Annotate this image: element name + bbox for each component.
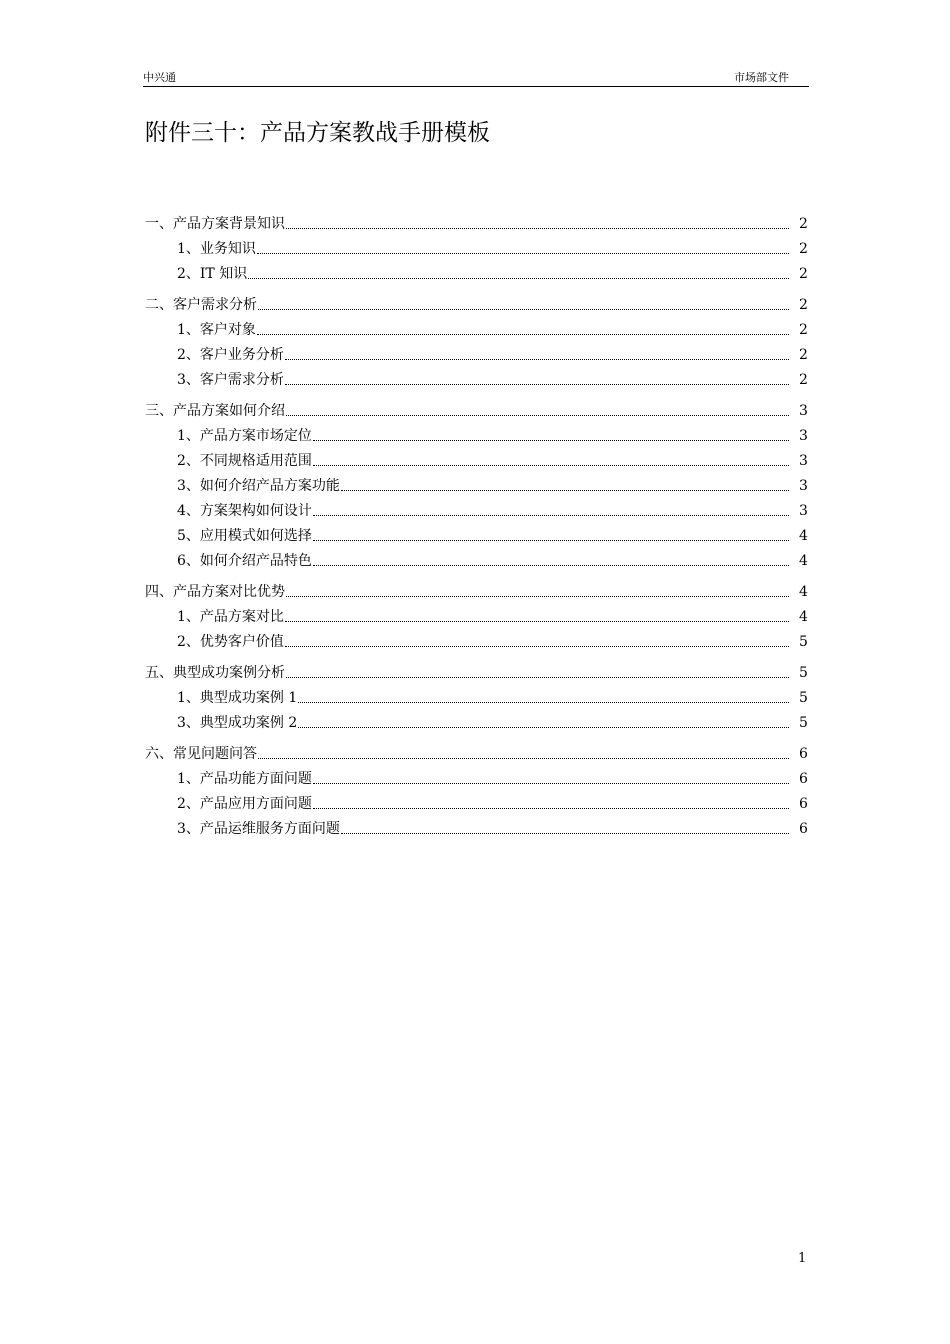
toc-entry-page: 6 [799, 746, 808, 762]
toc-entry-label: 2、IT 知识 [177, 266, 248, 282]
toc-dot-leader [313, 539, 789, 541]
toc-entry-label: 1、客户对象 [177, 322, 256, 338]
toc-dot-leader [285, 620, 789, 622]
toc-entry-page: 4 [799, 553, 808, 569]
toc-dot-leader [257, 333, 789, 335]
toc-subsection-entry[interactable] [145, 813, 807, 838]
toc-entry-label: 1、典型成功案例 1 [177, 690, 298, 706]
toc-section-entry[interactable] [145, 289, 807, 314]
toc-entry-page: 3 [799, 453, 808, 469]
toc-entry-page: 2 [799, 216, 808, 232]
toc-subsection-entry[interactable] [145, 314, 807, 339]
toc-entry-label: 5、应用模式如何选择 [177, 528, 312, 544]
toc-entry-label: 四、产品方案对比优势 [145, 584, 285, 600]
toc-entry-page: 2 [799, 297, 808, 313]
toc-entry-page: 2 [799, 241, 808, 257]
toc-dot-leader [313, 464, 789, 466]
toc-entry-page: 3 [799, 503, 808, 519]
toc-entry-page: 3 [799, 403, 808, 419]
toc-dot-leader [285, 383, 789, 385]
toc-entry-page: 5 [799, 690, 808, 706]
toc-entry-label: 2、产品应用方面问题 [177, 796, 312, 812]
toc-entry-page: 2 [799, 322, 808, 338]
toc-dot-leader [286, 414, 789, 416]
toc-entry-label: 1、产品方案对比 [177, 609, 284, 625]
toc-subsection-entry[interactable] [145, 707, 807, 732]
toc-entry-label: 六、常见问题问答 [145, 746, 257, 762]
toc-dot-leader [248, 277, 789, 279]
toc-dot-leader [341, 832, 789, 834]
toc-dot-leader [313, 439, 789, 441]
toc-entry-page: 2 [799, 266, 808, 282]
toc-entry-page: 3 [799, 428, 808, 444]
toc-entry-page: 5 [799, 715, 808, 731]
toc-subsection-entry[interactable] [145, 420, 807, 445]
toc-entry-label: 三、产品方案如何介绍 [145, 403, 285, 419]
toc-dot-leader [313, 564, 789, 566]
toc-entry-label: 五、典型成功案例分析 [145, 665, 285, 681]
toc-entry-label: 3、客户需求分析 [177, 372, 284, 388]
toc-subsection-entry[interactable] [145, 339, 807, 364]
page-number: 1 [798, 1251, 807, 1266]
toc-dot-leader [298, 701, 789, 703]
toc-subsection-entry[interactable] [145, 601, 807, 626]
toc-dot-leader [285, 645, 789, 647]
toc-entry-label: 1、业务知识 [177, 241, 256, 257]
toc-entry-label: 2、不同规格适用范围 [177, 453, 312, 469]
toc-entry-page: 2 [799, 347, 808, 363]
toc-section-entry[interactable] [145, 657, 807, 682]
toc-entry-label: 1、产品方案市场定位 [177, 428, 312, 444]
toc-dot-leader [341, 489, 789, 491]
toc-dot-leader [286, 227, 789, 229]
toc-entry-label: 6、如何介绍产品特色 [177, 553, 312, 569]
toc-section-entry[interactable] [145, 208, 807, 233]
toc-dot-leader [286, 595, 789, 597]
toc-entry-label: 2、客户业务分析 [177, 347, 284, 363]
table-of-contents [145, 208, 807, 838]
toc-subsection-entry[interactable] [145, 545, 807, 570]
toc-dot-leader [313, 782, 789, 784]
toc-subsection-entry[interactable] [145, 682, 807, 707]
toc-subsection-entry[interactable] [145, 763, 807, 788]
toc-subsection-entry[interactable] [145, 520, 807, 545]
toc-entry-page: 2 [799, 372, 808, 388]
toc-subsection-entry[interactable] [145, 364, 807, 389]
toc-section-entry[interactable] [145, 576, 807, 601]
toc-entry-label: 3、产品运维服务方面问题 [177, 821, 340, 837]
toc-subsection-entry[interactable] [145, 233, 807, 258]
toc-subsection-entry[interactable] [145, 258, 807, 283]
toc-entry-page: 5 [799, 634, 808, 650]
toc-entry-page: 6 [799, 796, 808, 812]
toc-entry-label: 一、产品方案背景知识 [145, 216, 285, 232]
toc-entry-label: 二、客户需求分析 [145, 297, 257, 313]
toc-entry-label: 4、方案架构如何设计 [177, 503, 312, 519]
header-department: 市场部文件 [734, 71, 789, 84]
toc-dot-leader [285, 358, 789, 360]
toc-dot-leader [286, 676, 789, 678]
toc-dot-leader [313, 807, 789, 809]
toc-entry-label: 3、典型成功案例 2 [177, 715, 298, 731]
toc-entry-page: 5 [799, 665, 808, 681]
toc-dot-leader [257, 252, 789, 254]
toc-dot-leader [258, 308, 789, 310]
toc-entry-page: 6 [799, 821, 808, 837]
toc-entry-page: 4 [799, 609, 808, 625]
toc-entry-page: 3 [799, 478, 808, 494]
toc-entry-page: 4 [799, 528, 808, 544]
toc-subsection-entry[interactable] [145, 788, 807, 813]
toc-entry-page: 6 [799, 771, 808, 787]
toc-subsection-entry[interactable] [145, 626, 807, 651]
toc-entry-page: 4 [799, 584, 808, 600]
toc-subsection-entry[interactable] [145, 495, 807, 520]
toc-section-entry[interactable] [145, 395, 807, 420]
header-company: 中兴通 [143, 71, 176, 84]
document-title: 附件三十：产品方案教战手册模板 [145, 120, 490, 146]
toc-entry-label: 1、产品功能方面问题 [177, 771, 312, 787]
toc-section-entry[interactable] [145, 738, 807, 763]
toc-entry-label: 2、优势客户价值 [177, 634, 284, 650]
toc-subsection-entry[interactable] [145, 470, 807, 495]
toc-subsection-entry[interactable] [145, 445, 807, 470]
page-header [143, 70, 809, 87]
toc-entry-label: 3、如何介绍产品方案功能 [177, 478, 340, 494]
toc-dot-leader [258, 757, 789, 759]
toc-dot-leader [298, 726, 789, 728]
toc-dot-leader [313, 514, 789, 516]
